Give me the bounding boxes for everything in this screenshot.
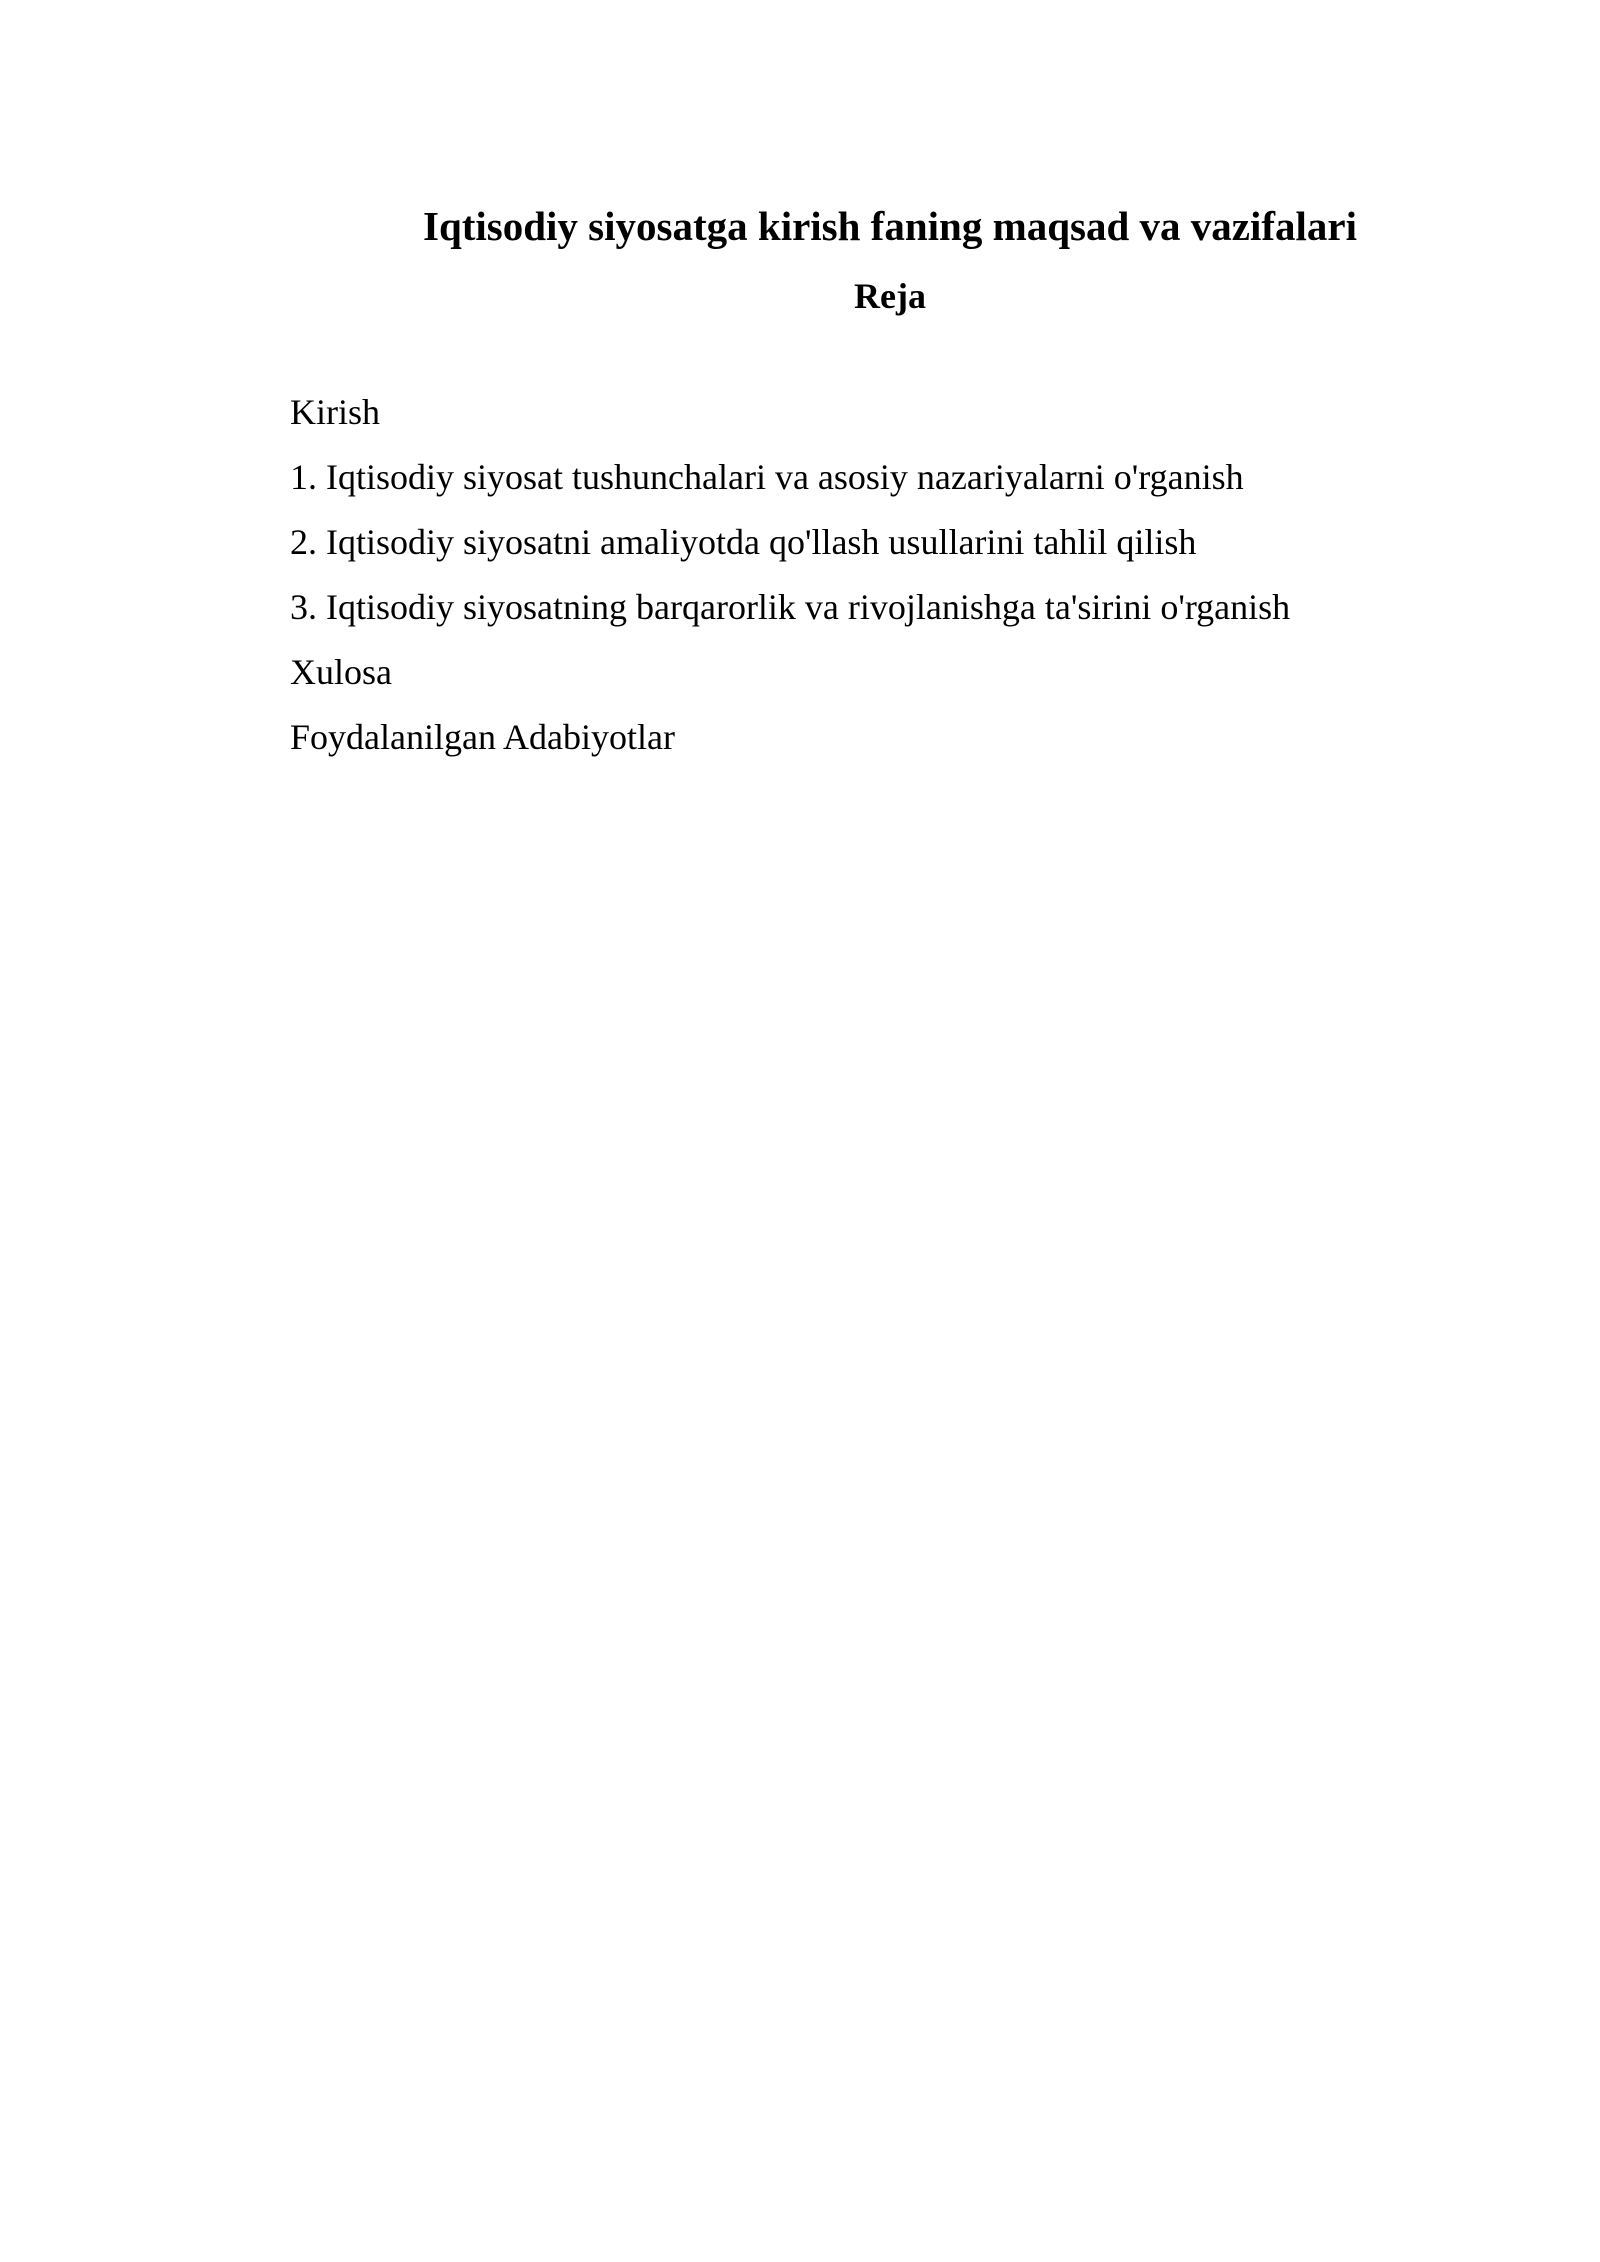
plan-item-3: 3. Iqtisodiy siyosatning barqarorlik va rivojlanishga ta'sirini o'rganish (290, 587, 1291, 627)
document-title: Iqtisodiy siyosatga kirish faning maqsad va vazifalari (422, 203, 1358, 249)
plan-item-references: Foydalanilgan Adabiyotlar (290, 717, 675, 757)
plan-item-1: 1. Iqtisodiy siyosat tushunchalari va asosiy nazariyalarni o'rganish (290, 457, 1244, 497)
plan-item-conclusion: Xulosa (290, 652, 392, 692)
plan-list (290, 380, 1290, 770)
plan-item-introduction: Kirish (290, 392, 380, 432)
plan-heading: Reja (854, 276, 926, 316)
plan-item-2: 2. Iqtisodiy siyosatni amaliyotda qo'llash usullarini tahlil qilish (290, 522, 1197, 562)
